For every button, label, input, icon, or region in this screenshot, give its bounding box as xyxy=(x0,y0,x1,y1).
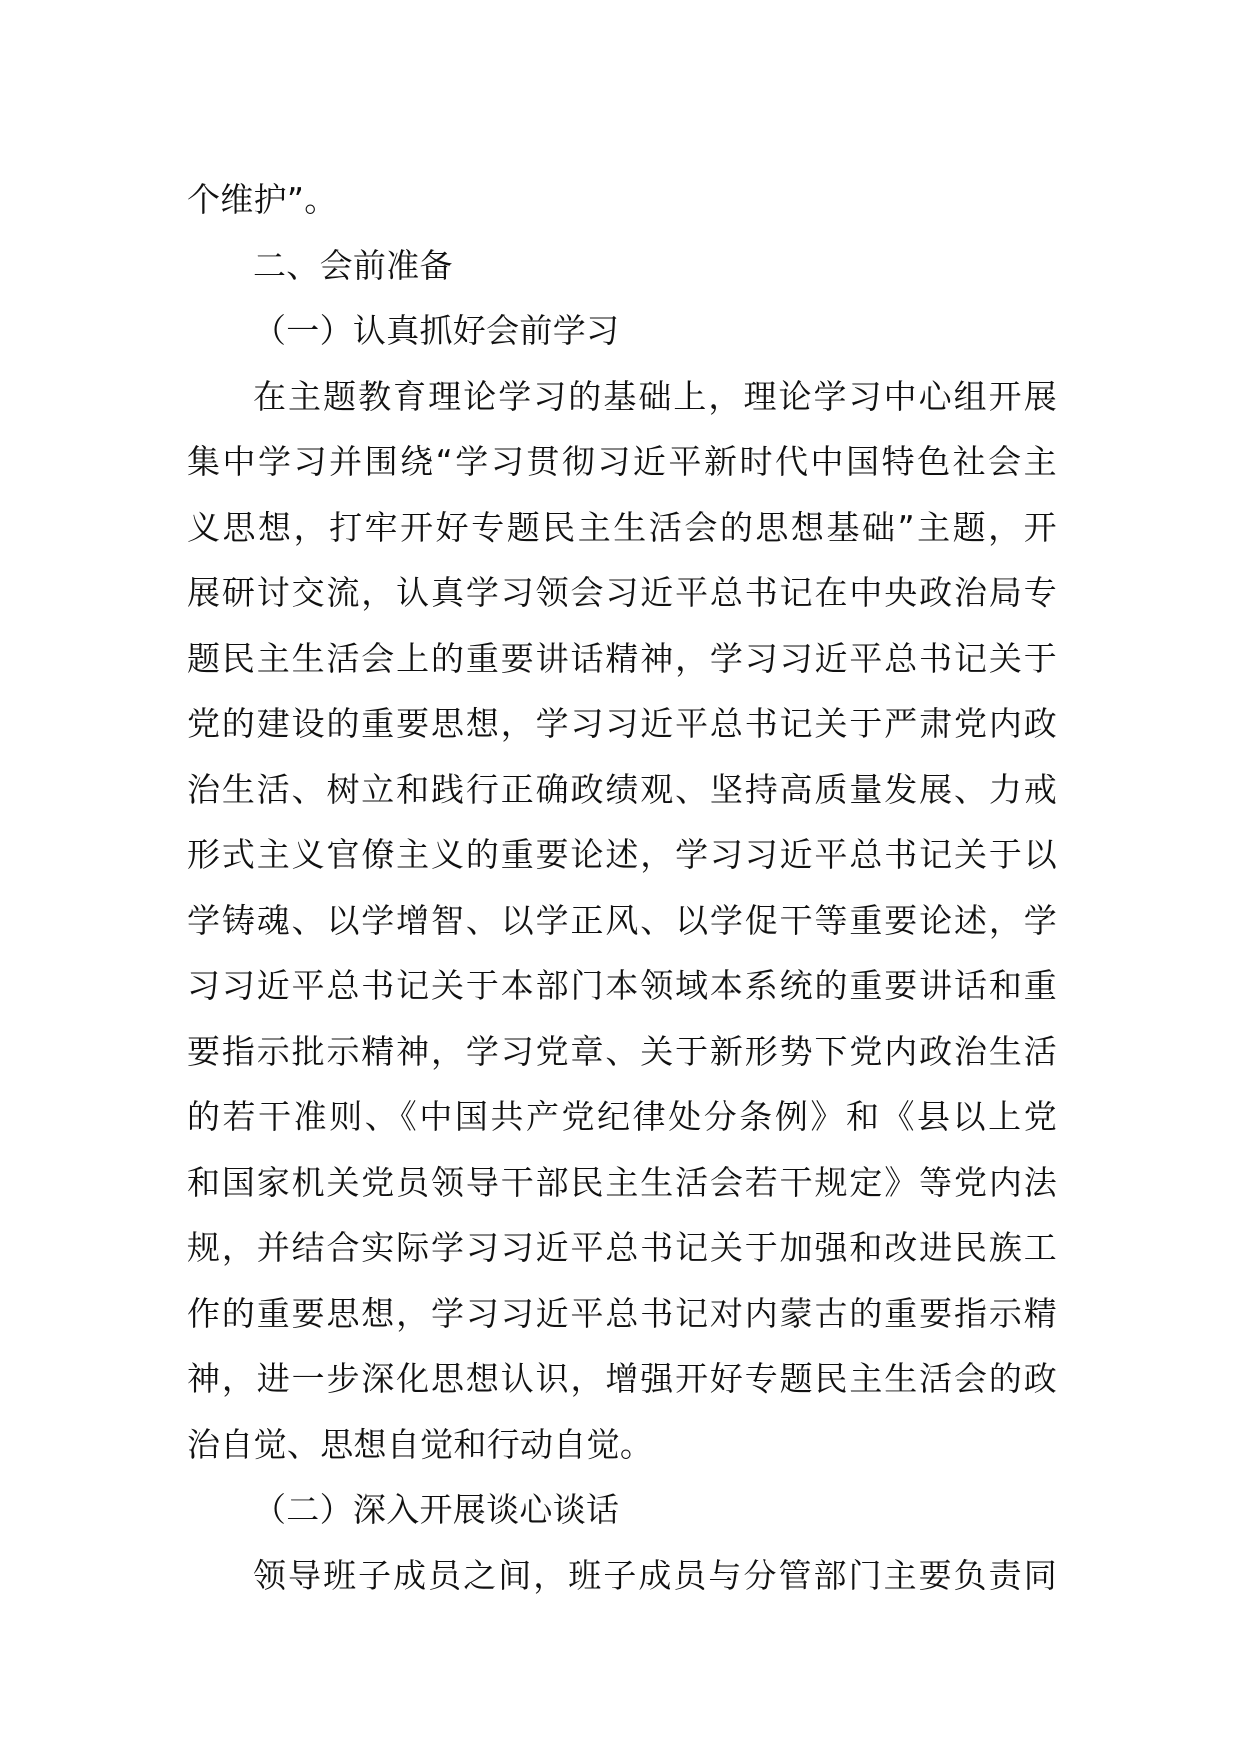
paragraph-line: 治生活、树立和践行正确政绩观、坚持高质量发展、力戒 xyxy=(187,769,1057,809)
paragraph-line: 集中学习并围绕“学习贯彻习近平新时代中国特色社会主 xyxy=(187,442,1057,481)
document-body xyxy=(187,167,1057,1608)
paragraph-line: 神，进一步深化思想认识，增强开好专题民主生活会的政 xyxy=(187,1359,1057,1398)
paragraph-line: 和国家机关党员领导干部民主生活会若干规定》等党内法 xyxy=(187,1162,1057,1202)
paragraph-line: 在主题教育理论学习的基础上，理论学习中心组开展 xyxy=(253,376,1057,416)
paragraph-line: 习习近平总书记关于本部门本领域本系统的重要讲话和重 xyxy=(187,966,1057,1005)
paragraph-line: 党的建设的重要思想，学习习近平总书记关于严肃党内政 xyxy=(187,704,1057,743)
paragraph-line: 作的重要思想，学习习近平总书记对内蒙古的重要指示精 xyxy=(187,1293,1057,1333)
paragraph-line: 的若干准则、《中国共产党纪律处分条例》和《县以上党 xyxy=(187,1097,1057,1136)
subsection-heading-pre-meeting-study: （一）认真抓好会前学习 xyxy=(253,311,620,350)
paragraph-line-last: 治自觉、思想自觉和行动自觉。 xyxy=(187,1424,654,1464)
paragraph-line: 领导班子成员之间，班子成员与分管部门主要负责同 xyxy=(253,1555,1057,1595)
paragraph-line: 要指示批示精神，学习党章、关于新形势下党内政治生活 xyxy=(187,1031,1057,1071)
paragraph-line: 学铸魂、以学增智、以学正风、以学促干等重要论述，学 xyxy=(187,900,1057,940)
paragraph-line: 展研讨交流，认真学习领会习近平总书记在中央政治局专 xyxy=(187,573,1057,612)
paragraph-line: 义思想，打牢开好专题民主生活会的思想基础”主题，开 xyxy=(187,507,1057,547)
paragraph-line: 规，并结合实际学习习近平总书记关于加强和改进民族工 xyxy=(187,1228,1057,1267)
text-line-continuation: 个维护”。 xyxy=(187,180,338,219)
paragraph-line: 形式主义官僚主义的重要论述，学习习近平总书记关于以 xyxy=(187,835,1057,874)
paragraph-line: 题民主生活会上的重要讲话精神，学习习近平总书记关于 xyxy=(187,638,1057,678)
subsection-heading-heart-to-heart-talks: （二）深入开展谈心谈话 xyxy=(253,1490,620,1529)
section-heading-meeting-preparation: 二、会前准备 xyxy=(253,245,453,285)
